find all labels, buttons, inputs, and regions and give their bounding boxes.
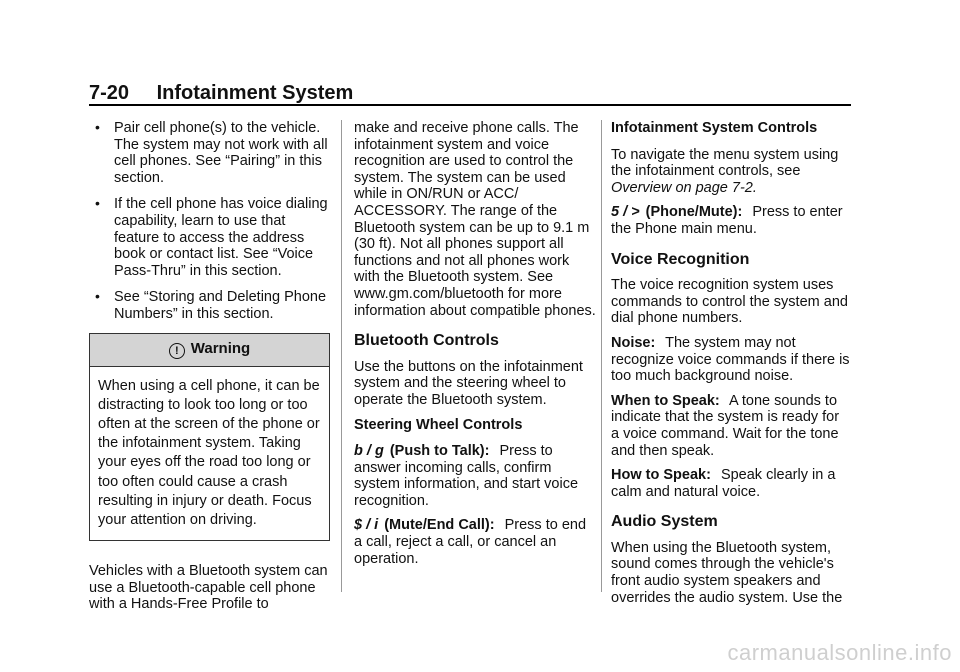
noise-entry: Noise: The system may not recognize voice commands if there is too much background noise.	[611, 334, 850, 385]
push-to-talk-icon: b / g	[354, 443, 384, 460]
column-divider	[601, 120, 602, 592]
how-to-speak-entry: How to Speak: Speak clearly in a calm and natural voice.	[611, 467, 836, 500]
list-item: • If the cell phone has voice dialing capability, learn to use that feature to access the address book or contact list. See “Voice Pass-Thru” in this section.	[95, 195, 328, 279]
page-header	[89, 82, 353, 105]
term: (Phone/Mute):	[645, 204, 743, 221]
column-1	[89, 120, 330, 621]
heading-audio-system: Audio System	[611, 513, 718, 531]
page-reference: Overview on page 7‑2.	[611, 179, 757, 196]
bullet-icon: •	[95, 195, 100, 212]
watermark: carmanualsonline.info	[727, 640, 952, 665]
warning-title: Warning	[190, 339, 251, 357]
mute-end-call-icon: $ / i	[354, 517, 379, 534]
warning-icon: !	[169, 343, 185, 359]
warning-box	[89, 333, 330, 542]
subheading-infotainment-controls: Infotainment System Controls	[611, 120, 818, 136]
mute-end-call-entry: $ / i (Mute/End Call): Press to end a call, reject a call, or cancel an operation.	[354, 517, 587, 567]
heading-voice-recognition: Voice Recognition	[611, 250, 750, 268]
warning-header	[90, 334, 329, 367]
paragraph: make and receive phone calls. The infotainment system and voice recognition are used to control the system. The system can be used while in ON/RUN or ACC/ ACCESSORY. The range of the Bluetooth system can be up to 9.1 m (30 ft). Not all phones support all functions and not all phones work with the Bluetooth system. See www.gm.com/bluetooth for more information about compatible phones.	[354, 120, 596, 319]
bullet-icon: •	[95, 119, 100, 135]
phone-mute-icon: 5 / >	[611, 204, 640, 221]
paragraph: Vehicles with a Bluetooth system can use a Bluetooth-capable cell phone with a Hands-Free Profile to	[89, 563, 328, 613]
list-item: • Pair cell phone(s) to the vehicle. The system may not work with all cell phones. See “Pairing” in this section.	[95, 119, 328, 186]
column-3	[611, 120, 851, 614]
heading-bluetooth-controls: Bluetooth Controls	[354, 332, 499, 350]
instruction-list	[89, 120, 330, 323]
term: When to Speak:	[611, 392, 720, 409]
page-number: 7-20	[89, 82, 130, 104]
paragraph: Use the buttons on the infotainment system and the steering wheel to operate the Bluetooth system.	[354, 358, 583, 408]
term: How to Speak:	[611, 467, 711, 484]
paragraph: To navigate the menu system using the infotainment controls, see Overview on page 7‑2.	[611, 146, 839, 196]
section-title: Infotainment System	[156, 82, 354, 104]
column-2	[354, 120, 598, 575]
push-to-talk-entry: b / g (Push to Talk): Press to answer incoming calls, confirm system information, and start voice recognition.	[354, 443, 579, 509]
subheading-steering-wheel-controls: Steering Wheel Controls	[354, 416, 523, 433]
paragraph: When using the Bluetooth system, sound comes through the vehicle's front audio system speakers and overrides the audio system. Use the	[611, 539, 843, 606]
when-to-speak-entry: When to Speak: A tone sounds to indicate that the system is ready for a voice command. Wait for the tone and then speak.	[611, 392, 840, 459]
header-rule	[89, 104, 851, 106]
column-divider	[341, 120, 342, 592]
term: Noise:	[611, 334, 656, 351]
bullet-icon: •	[95, 288, 100, 305]
paragraph: The voice recognition system uses commands to control the system and dial phone numbers.	[611, 277, 848, 327]
term: (Push to Talk):	[389, 443, 490, 460]
term: (Mute/End Call):	[384, 517, 495, 534]
warning-text: When using a cell phone, it can be distracting to look too long or too often at the screen of the phone or the infotainment system. Taking your eyes off the road too long or too often could cause a crash resulting in injury or death. Focus your attention on driving.	[98, 377, 320, 528]
phone-mute-entry: 5 / > (Phone/Mute): Press to enter the Phone main menu.	[611, 204, 843, 237]
list-item: • See “Storing and Deleting Phone Numbers” in this section.	[95, 288, 327, 322]
